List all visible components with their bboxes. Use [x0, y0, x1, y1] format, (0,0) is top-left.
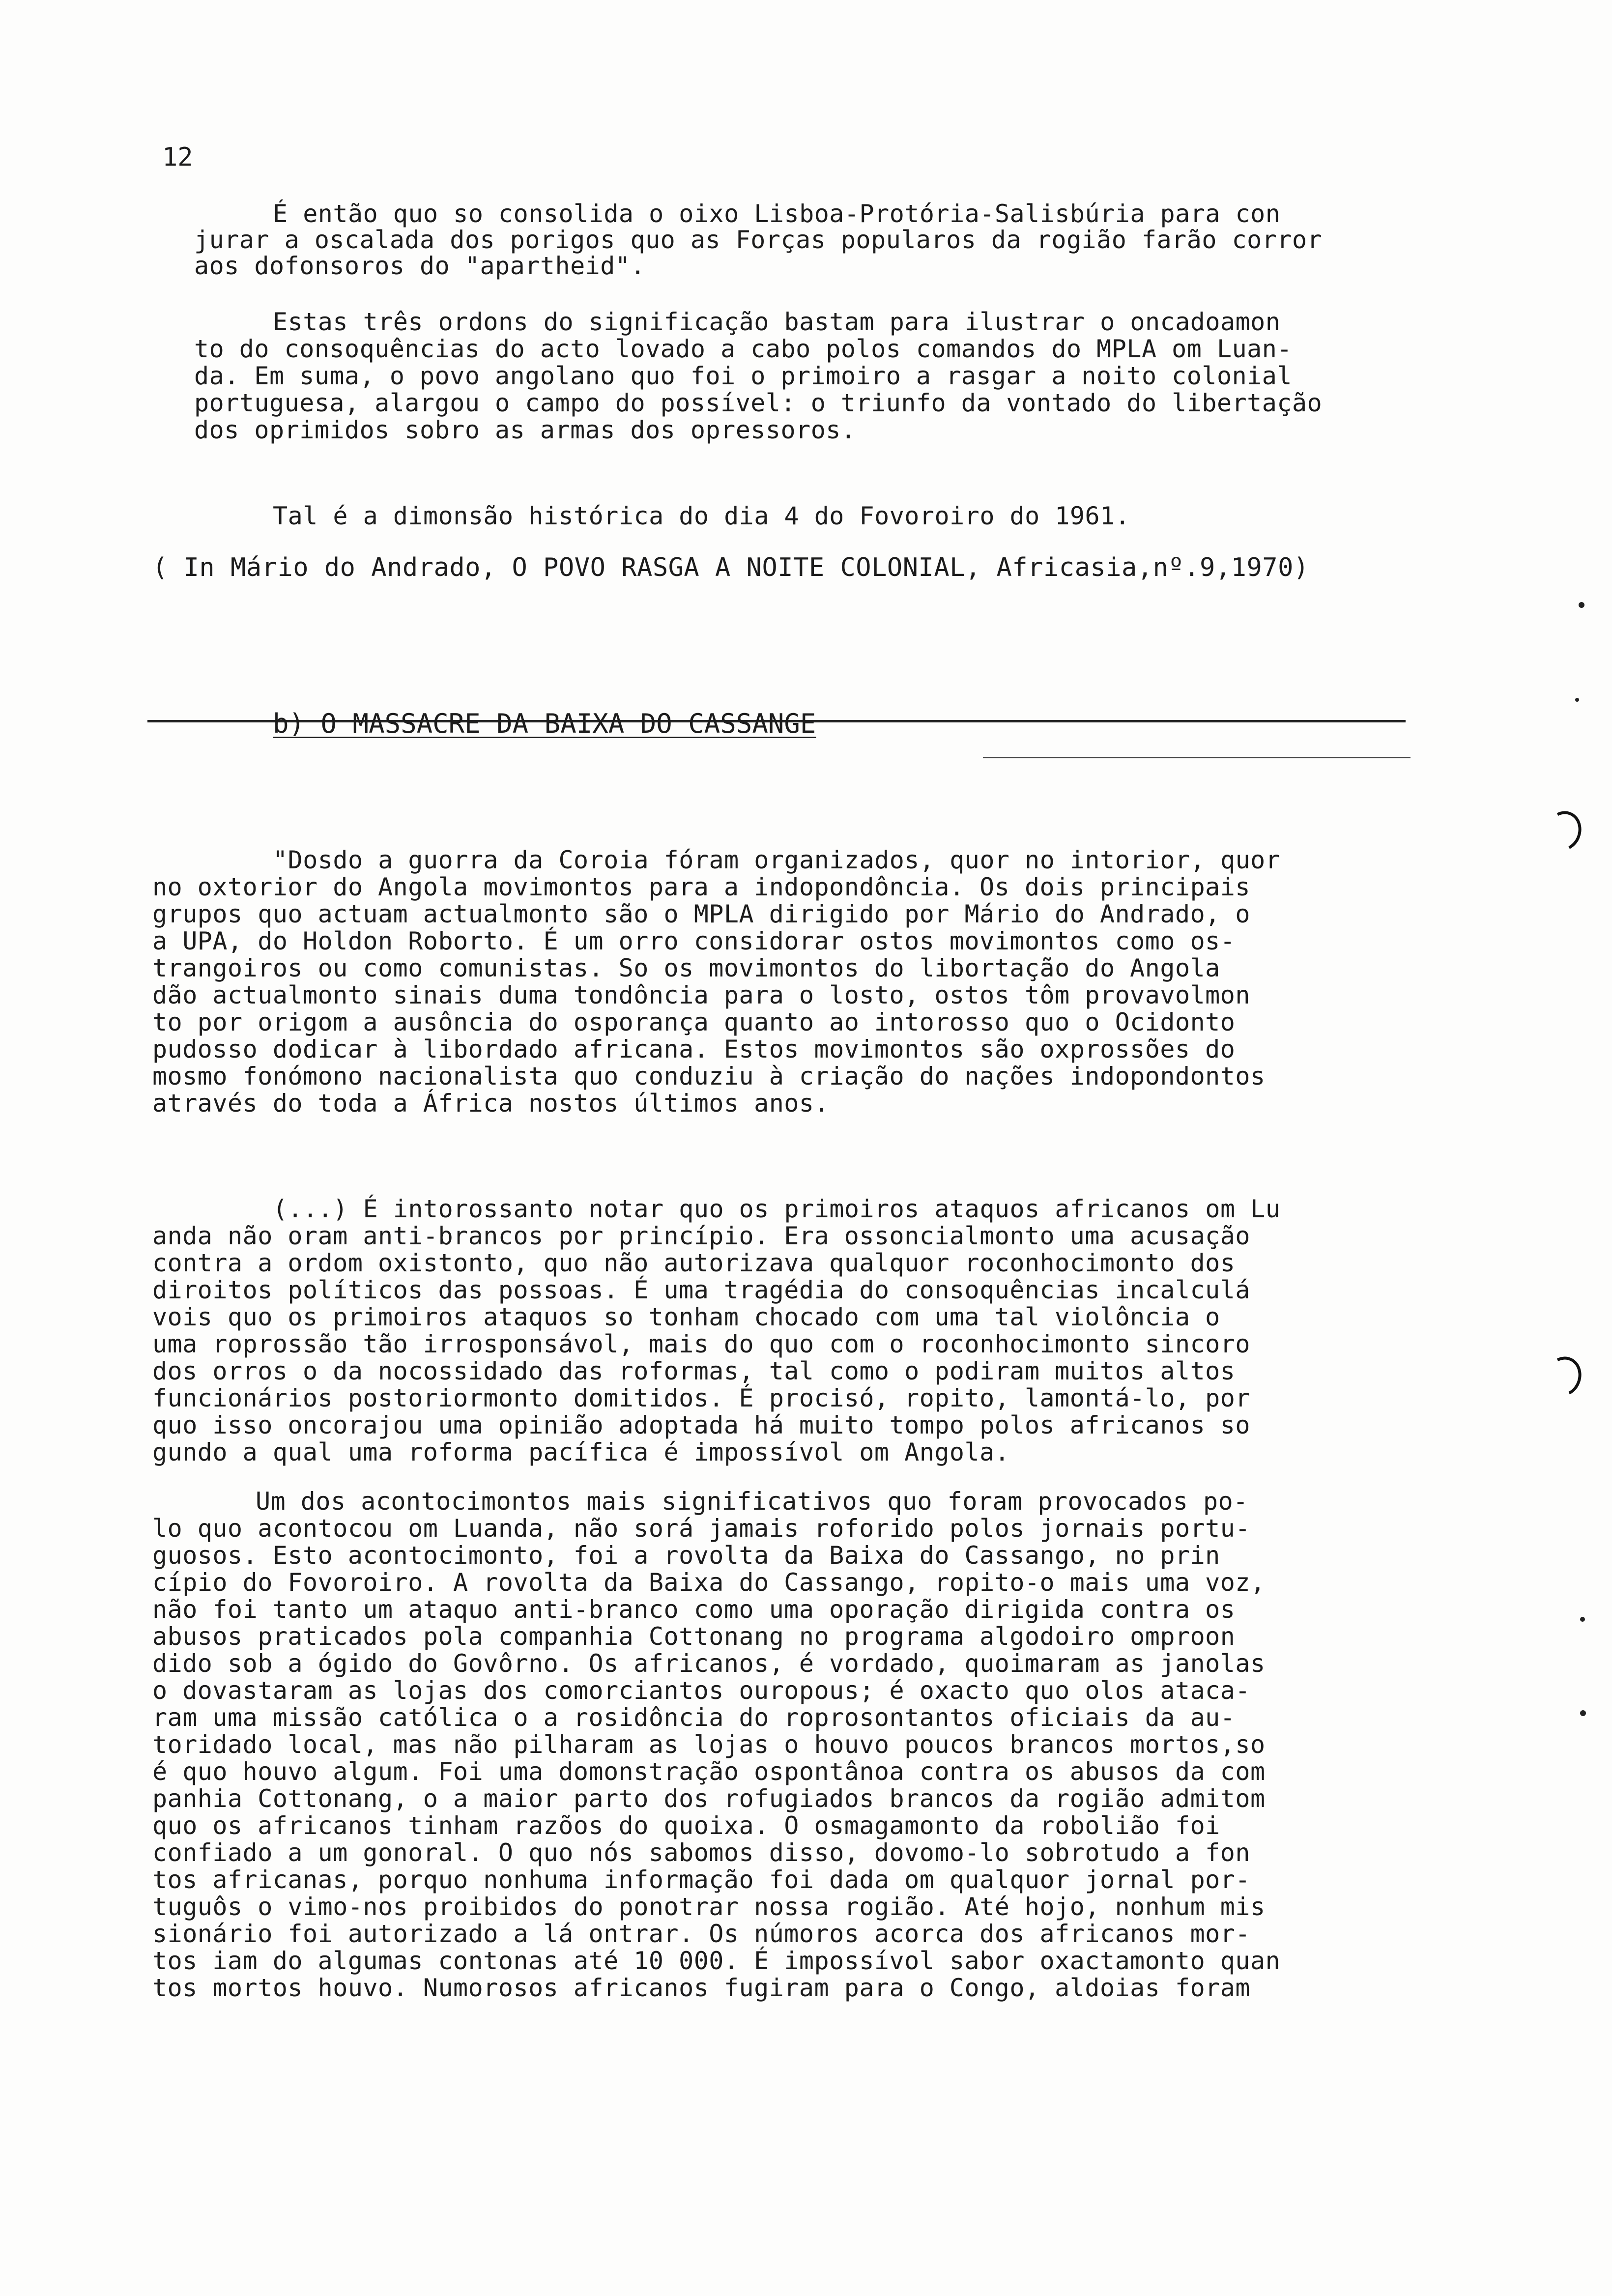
- body-line: o dovastaram as lojas dos comorciantos ouropous; é oxacto quo olos ataca-: [152, 1676, 1250, 1705]
- intro-line: É então quo so consolida o oixo Lisboa-Protória-Salisbúria para con: [273, 200, 1281, 228]
- body-line: trangoiros ou como comunistas. So os movimontos do libortação do Angola: [152, 954, 1220, 982]
- binder-hole-mark: [1540, 806, 1587, 856]
- scan-speck: [1579, 602, 1584, 608]
- intro-line: aos dofonsoros do "apartheid".: [194, 252, 646, 280]
- scan-speck: [1575, 698, 1579, 702]
- intro-line: Estas três ordons do significação bastam para ilustrar o oncadoamon: [273, 308, 1281, 336]
- intro-line: Tal é a dimonsão histórica do dia 4 do Fovoroiro do 1961.: [273, 502, 1130, 530]
- intro-line: dos oprimidos sobro as armas dos opressoros.: [194, 416, 856, 444]
- page-number: 12: [162, 143, 193, 172]
- body-line: uma roprossão tão irrosponsávol, mais do quo com o roconhocimonto sincoro: [152, 1330, 1250, 1358]
- body-line: Um dos acontocimontos mais significativos quo foram provocados po-: [256, 1487, 1248, 1516]
- body-line: confiado a um gonoral. O quo nós sabomos disso, dovomo-lo sobrotudo a fon: [152, 1838, 1250, 1867]
- section-heading: b) O MASSACRE DA BAIXA DO CASSANGE: [273, 708, 816, 739]
- body-line: no oxtorior do Angola movimontos para a indopondôncia. Os dois principais: [152, 873, 1250, 901]
- body-line: não foi tanto um ataquo anti-branco como uma oporação dirigida contra os: [152, 1595, 1236, 1624]
- intro-line: jurar a oscalada dos porigos quo as Forças popularos da rogião farão corror: [194, 226, 1323, 254]
- body-line: anda não oram anti-brancos por princípio. Era ossoncialmonto uma acusação: [152, 1222, 1250, 1250]
- body-line: sionário foi autorizado a lá ontrar. Os númoros acorca dos africanos mor-: [152, 1920, 1250, 1948]
- body-line: toridado local, mas não pilharam as lojas o houvo poucos brancos mortos,so: [152, 1730, 1266, 1759]
- body-line: ram uma missão católica o a rosidôncia do roprosontantos oficiais da au-: [152, 1703, 1236, 1732]
- body-line: gundo a qual uma roforma pacífica é impossívol om Angola.: [152, 1438, 1010, 1466]
- body-line: (...) É intorossanto notar quo os primoiros ataquos africanos om Lu: [273, 1195, 1281, 1223]
- body-line: "Dosdo a guorra da Coroia fóram organizados, quor no intorior, quor: [273, 846, 1281, 874]
- binder-hole-mark: [1540, 1351, 1587, 1402]
- body-line: diroitos políticos das possoas. É uma tragédia do consoquências incalculá: [152, 1276, 1250, 1304]
- body-line: quo isso oncorajou uma opinião adoptada há muito tompo polos africanos so: [152, 1411, 1250, 1439]
- body-line: dido sob a ógido do Govôrno. Os africanos, é vordado, quoimaram as janolas: [152, 1649, 1266, 1678]
- intro-line: to do consoquências do acto lovado a cabo polos comandos do MPLA om Luan-: [194, 335, 1292, 363]
- body-line: tuguôs o vimo-nos proibidos do ponotrar nossa rogião. Até hojo, nonhum mis: [152, 1893, 1266, 1921]
- body-line: mosmo fonómono nacionalista quo conduziu à criação do nações indopondontos: [152, 1062, 1266, 1091]
- body-line: abusos praticados pola companhia Cottonang no programa algodoiro omproon: [152, 1622, 1236, 1651]
- intro-line: da. Em suma, o povo angolano quo foi o primoiro a rasgar a noito colonial: [194, 362, 1292, 390]
- body-line: vois quo os primoiros ataquos so tonham chocado com uma tal violôncia o: [152, 1303, 1220, 1331]
- body-line: é quo houvo algum. Foi uma domonstração ospontânoa contra os abusos da com: [152, 1757, 1266, 1786]
- citation-line: ( In Mário do Andrado, O POVO RASGA A NOITE COLONIAL, Africasia,nº.9,1970): [152, 553, 1309, 582]
- body-line: pudosso dodicar à libordado africana. Estos movimontos são oxprossões do: [152, 1035, 1236, 1063]
- body-line: cípio do Fovoroiro. A rovolta da Baixa do Cassango, ropito-o mais uma voz,: [152, 1568, 1266, 1597]
- body-line: através do toda a África nostos últimos anos.: [152, 1089, 830, 1118]
- section-rule-bottom: [983, 757, 1410, 758]
- body-line: funcionários postoriormonto domitidos. É procisó, ropito, lamontá-lo, por: [152, 1384, 1250, 1412]
- body-line: lo quo acontocou om Luanda, não sorá jamais roforido polos jornais portu-: [152, 1514, 1250, 1543]
- body-line: panhia Cottonang, o a maior parto dos rofugiados brancos da rogião admitom: [152, 1784, 1266, 1813]
- body-line: to por origom a ausôncia do osporança quanto ao intorosso quo o Ocidonto: [152, 1008, 1236, 1036]
- body-line: dos orros o da nocossidado das roformas, tal como o podiram muitos altos: [152, 1357, 1236, 1385]
- scan-speck: [1580, 1710, 1586, 1716]
- body-line: tos iam do algumas contonas até 10 000. É impossívol sabor oxactamonto quan: [152, 1947, 1281, 1975]
- scan-speck: [1580, 1617, 1585, 1622]
- intro-line: portuguesa, alargou o campo do possível: o triunfo da vontado do libertação: [194, 389, 1323, 417]
- body-line: contra a ordom oxistonto, quo não autorizava qualquor roconhocimonto dos: [152, 1249, 1236, 1277]
- body-line: guosos. Esto acontocimonto, foi a rovolta da Baixa do Cassango, no prin: [152, 1541, 1220, 1570]
- body-line: dão actualmonto sinais duma tondôncia para o losto, ostos tôm provavolmon: [152, 981, 1250, 1009]
- body-line: quo os africanos tinham razõos do quoixa. O osmagamonto da robolião foi: [152, 1811, 1220, 1840]
- body-line: tos mortos houvo. Numorosos africanos fugiram para o Congo, aldoias foram: [152, 1974, 1250, 2002]
- body-line: grupos quo actuam actualmonto são o MPLA dirigido por Mário do Andrado, o: [152, 900, 1250, 928]
- body-line: tos africanas, porquo nonhuma informação foi dada om qualquor jornal por-: [152, 1866, 1250, 1894]
- body-line: a UPA, do Holdon Roborto. É um orro considorar ostos movimontos como os-: [152, 927, 1236, 955]
